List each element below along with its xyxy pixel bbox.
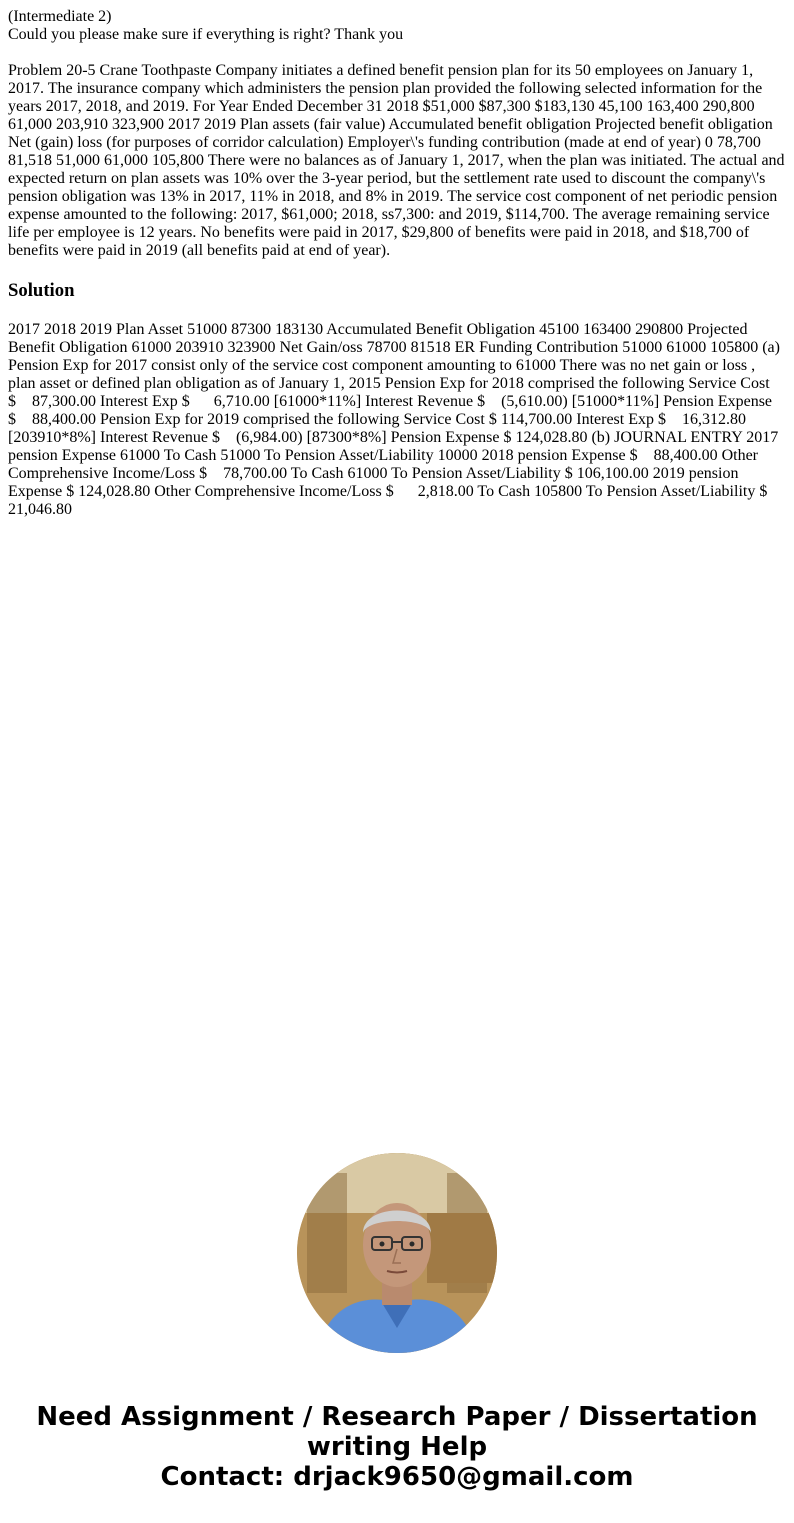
solution-text: 2017 2018 2019 Plan Asset 51000 87300 183130 Accumulated Benefit Obligation 45100 163400 290800 Projected Benefit Obligation 61000 203910 323900 Net Gain/oss 78700 81518 ER Funding Contribution 51000 61000 105800 (a) Pension Exp for 2017 consist only of the service cost component amounting to 61000 There was no net gain or loss , plan asset or defined plan obligation as of January 1, 2015 Pension Exp for 2018 comprised the following Service Cost $ 87,300.00 Interest Exp $ 6,710.00 [61000*11%] Interest Revenue $ (5,610.00) [51000*11%] Pension Expense $ 88,400.00 Pension Exp for 2019 comprised the following Service Cost $ 114,700.00 Interest Exp $ 16,312.80 [203910*8%] Interest Revenue $ (6,984.00) [87300*8%] Pension Expense $ 124,028.80 (b) JOURNAL ENTRY 2017 pension Expense 61000 To Cash 51000 To Pension Asset/Liability 10000 2018 pension Expense $ 88,400.00 Other Comprehensive Income/Loss $ 78,700.00 To Cash 61000 To Pension Asset/Liability $ 106,100.00 2019 pension Expense $ 124,028.80 Other Comprehensive Income/Loss $ 2,818.00 To Cash 105800 To Pension Asset/Liability $ 21,046.80 [8,321,780,518]
banner-contact-email[interactable]: Contact: drjack9650@gmail.com [160,1462,634,1492]
document-content [0,0,794,519]
banner-line-2: writing Help [306,1432,488,1462]
contact-banner [0,1402,794,1492]
question-text: Problem 20-5 Crane Toothpaste Company initiates a defined benefit pension plan for its 50 employees on January 1, 2017. The insurance company which administers the pension plan provided the following selected information for the years 2017, 2018, and 2019. For Year Ended December 31 2018 $51,000 $87,300 $183,130 45,100 163,400 290,800 61,000 203,910 323,900 2017 2019 Plan assets (fair value) Accumulated benefit obligation Projected benefit obligation Net (gain) loss (for purposes of corridor calculation) Employer\'s funding contribution (made at end of year) 0 78,700 81,518 51,000 61,000 105,800 There were no balances as of January 1, 2017, when the plan was initiated. The actual and expected return on plan assets was 10% over the 3-year period, but the settlement rate used to discount the company\'s pension obligation was 13% in 2017, 11% in 2018, and 8% in 2019. The service cost component of net periodic pension expense amounted to the following: 2017, $61,000; 2018, ss7,300: and 2019, $114,700. The average remaining service life per employee is 12 years. No benefits were paid in 2017, $29,800 of benefits were paid in 2018, and $18,700 of benefits were paid in 2019 (all benefits paid at end of year). [8,62,785,259]
banner-line-1: Need Assignment / Research Paper / Dissertation [36,1402,758,1432]
solution-heading: Solution [8,280,75,301]
course-label: (Intermediate 2) [8,8,112,25]
author-avatar [297,1153,497,1353]
person-photo-icon [297,1153,497,1353]
request-text: Could you please make sure if everything is right? Thank you [8,26,404,43]
